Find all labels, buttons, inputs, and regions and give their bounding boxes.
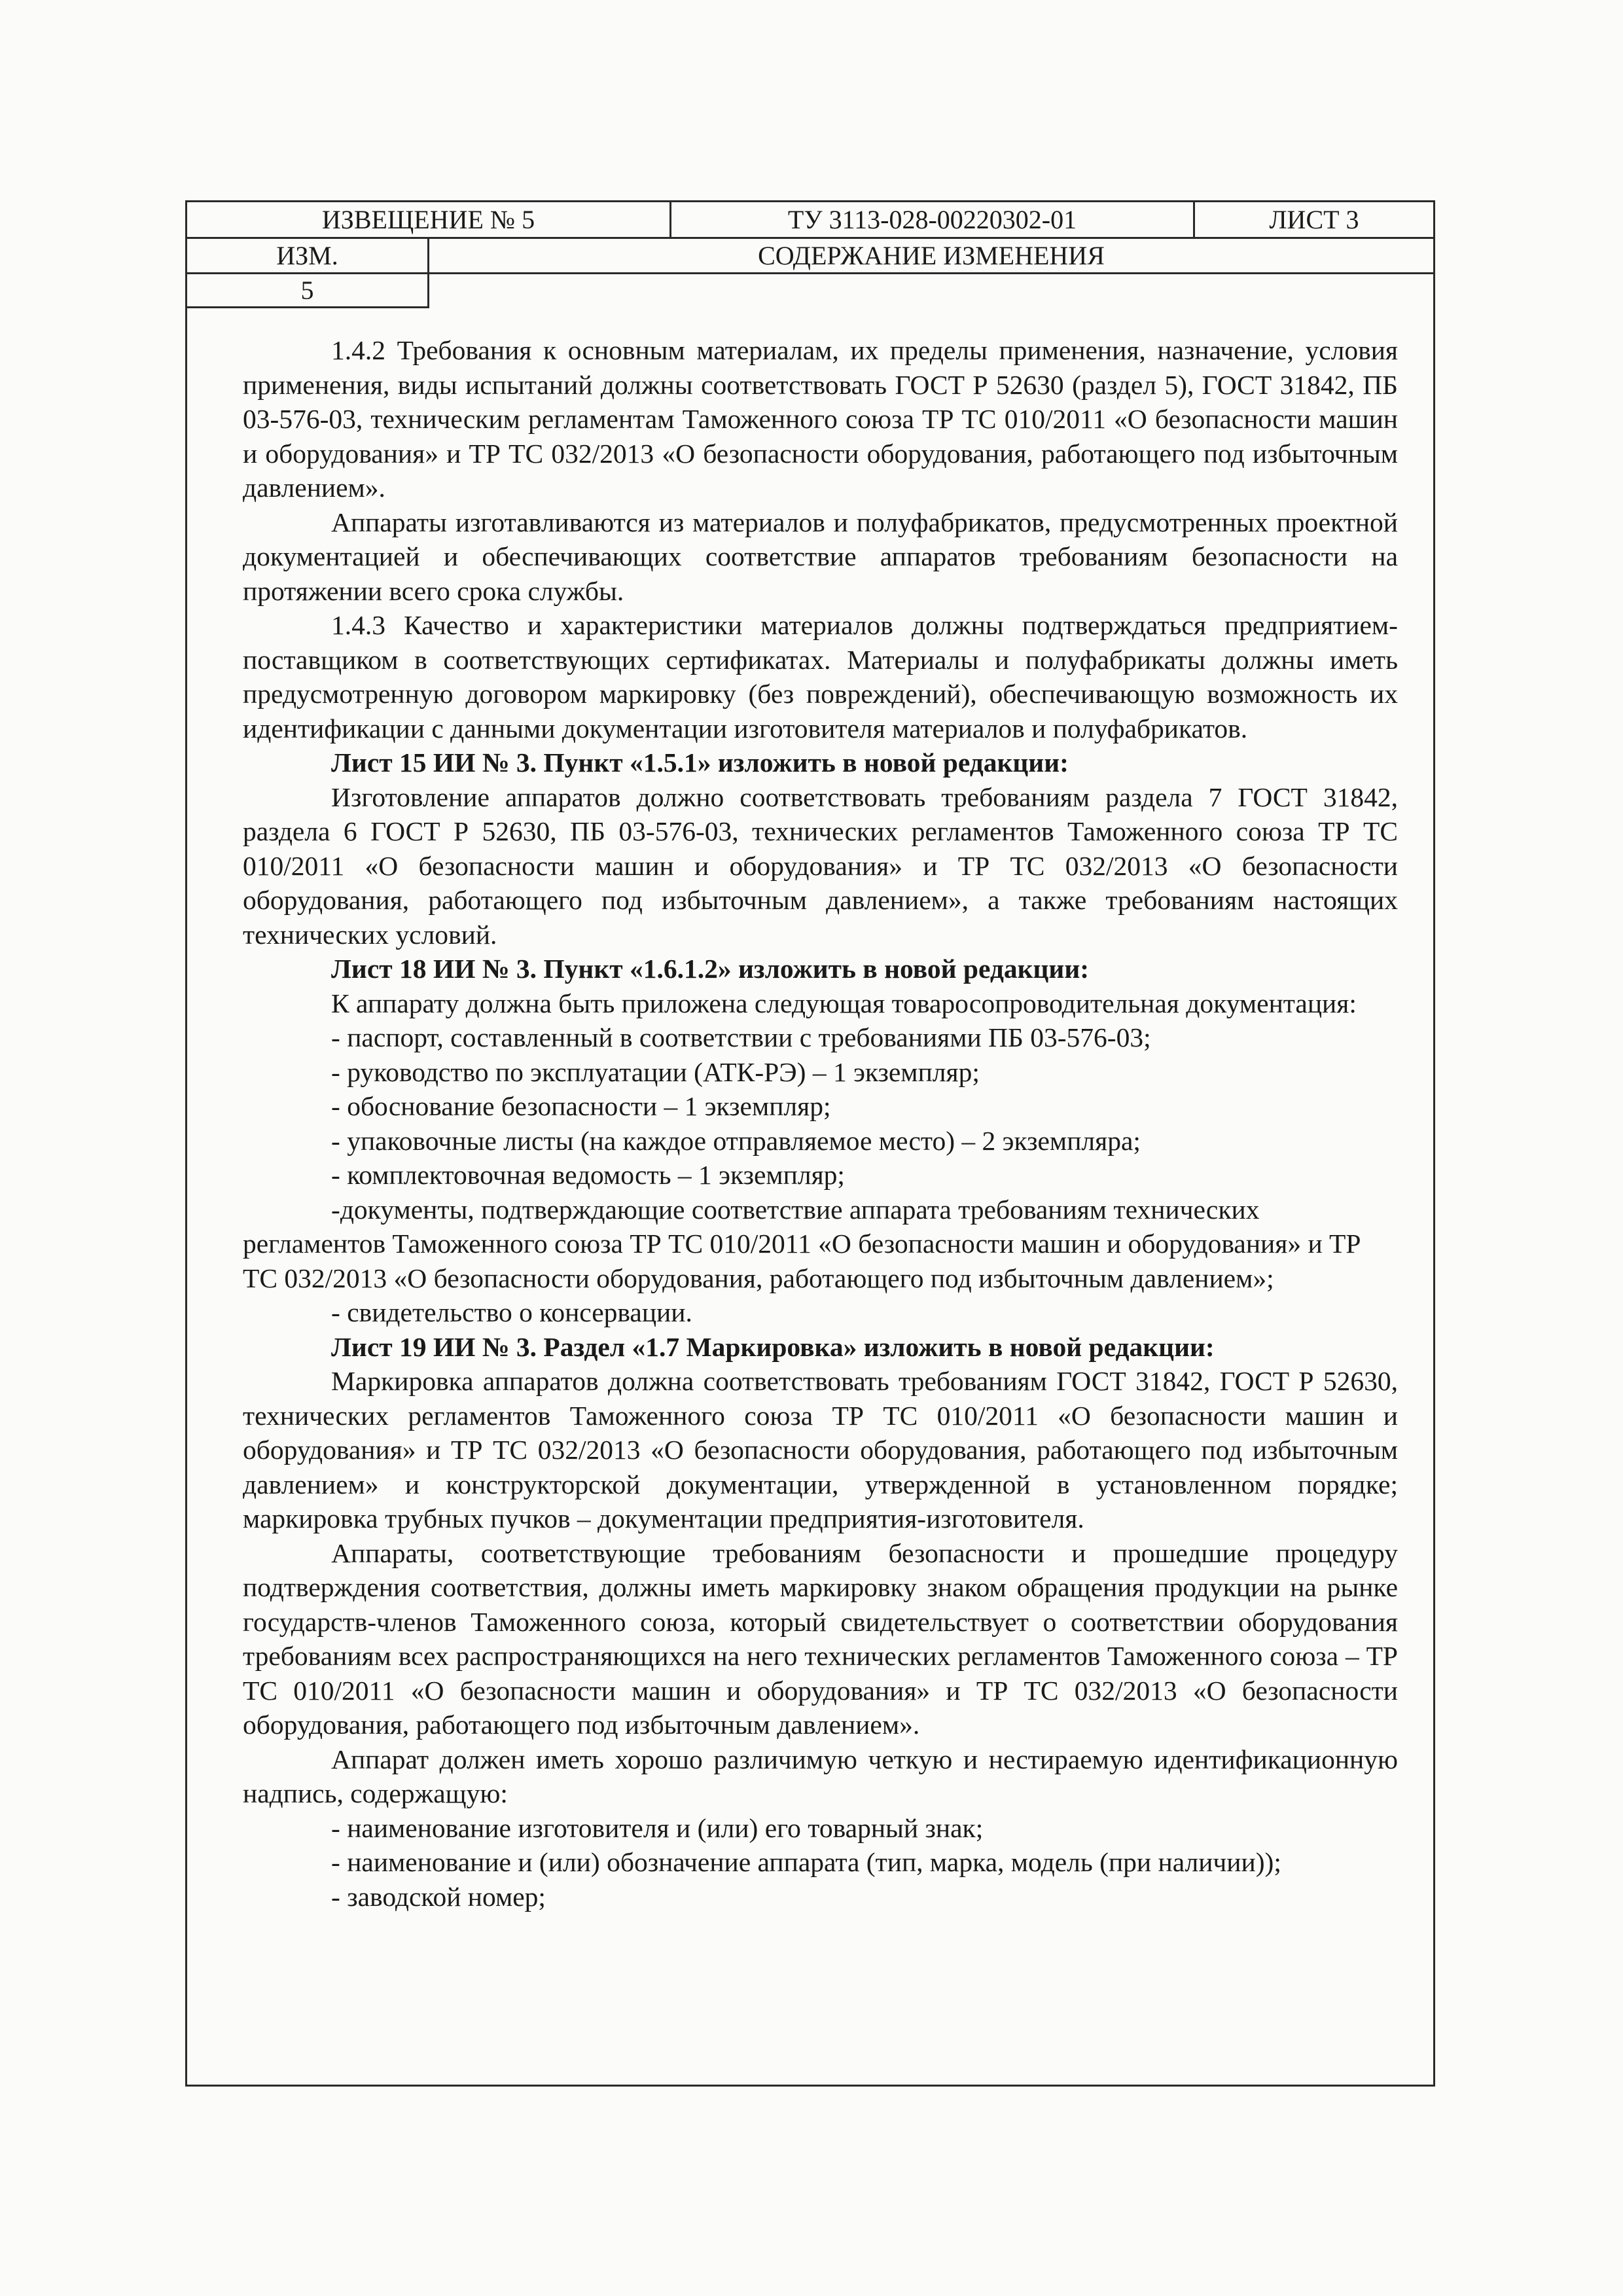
paragraph-identification: Аппарат должен иметь хорошо различимую четкую и нестираемую идентификационную надпись, содержащую: bbox=[243, 1744, 1398, 1808]
list-item: - руководство по эксплуатации (АТК-РЭ) – 1 экземпляр; bbox=[331, 1056, 980, 1087]
heading-sheet-15: Лист 15 ИИ № 3. Пункт «1.5.1» изложить в новой редакции: bbox=[331, 747, 1069, 778]
change-content-label: СОДЕРЖАНИЕ ИЗМЕНЕНИЯ bbox=[758, 240, 1105, 270]
paragraph-marking: Маркировка аппаратов должна соответствовать требованиям ГОСТ 31842, ГОСТ Р 52630, технических регламентов Таможенного союза ТР ТС 010/2011 «О безопасности машин и оборудования» и ТР ТС 032/2013 «О безопасности оборудования, работающего под избыточным давлением» и конструкторской документации, утвержденной в установленном порядке; маркировка трубных пучков – документации предприятия-изготовителя. bbox=[243, 1366, 1398, 1534]
heading-sheet-18: Лист 18 ИИ № 3. Пункт «1.6.1.2» изложить в новой редакции: bbox=[331, 954, 1090, 984]
list-item-documents: -документы, подтверждающие соответствие аппарата требованиям технических регламентов Таможенного союза ТР ТС 010/2011 «О безопасности машин и оборудования» и ТР ТС 032/2013 «О безопасности оборудования, работающего под избыточным давлением»; bbox=[243, 1194, 1361, 1293]
notice-number: ИЗВЕЩЕНИЕ № 5 bbox=[187, 202, 671, 237]
paragraph-1-4-3: 1.4.3 Качество и характеристики материалов должны подтверждаться предприятием-поставщиком в соответствующих сертификатах. Материалы и полуфабрикаты должны иметь предусмотренную договором маркировку (без повреждений), обеспечивающую возможность их идентификации с данными документации изготовителя материалов и полуфабрикатов. bbox=[243, 610, 1398, 744]
revision-number: 5 bbox=[187, 274, 429, 308]
paragraph-1-4-2: 1.4.2 Требования к основным материалам, их пределы применения, назначение, условия применения, виды испытаний должны соответствовать ГОСТ Р 52630 (раздел 5), ГОСТ 31842, ПБ 03-576-03, техническим регламентам Таможенного союза ТР ТС 010/2011 «О безопасности машин и оборудования» и ТР ТС 032/2013 «О безопасности оборудования, работающего под избыточным давлением». bbox=[243, 335, 1398, 503]
list-item: - обоснование безопасности – 1 экземпляр; bbox=[331, 1091, 831, 1121]
paragraph-1-5-1: Изготовление аппаратов должно соответствовать требованиям раздела 7 ГОСТ 31842, раздела 6 ГОСТ Р 52630, ПБ 03-576-03, технических регламентов Таможенного союза ТР ТС 010/2011 «О безопасности машин и оборудования» и ТР ТС 032/2013 «О безопасности оборудования, работающего под избыточным давлением», а также требованиям настоящих технических условий. bbox=[243, 781, 1398, 950]
change-content bbox=[243, 333, 1398, 1914]
heading-sheet-19: Лист 19 ИИ № 3. Раздел «1.7 Маркировка» изложить в новой редакции: bbox=[331, 1331, 1215, 1362]
list-item: - упаковочные листы (на каждое отправляемое место) – 2 экземпляра; bbox=[331, 1125, 1141, 1156]
list-item: - паспорт, составленный в соответствии с требованиями ПБ 03-576-03; bbox=[331, 1022, 1151, 1052]
title-block-row-2 bbox=[187, 239, 1433, 274]
list-item: - наименование и (или) обозначение аппарата (тип, марка, модель (при наличии)); bbox=[331, 1847, 1281, 1877]
list-item: - наименование изготовителя и (или) его товарный знак; bbox=[331, 1812, 984, 1843]
sheet-frame bbox=[185, 200, 1435, 2087]
sheet-number: ЛИСТ 3 bbox=[1269, 204, 1359, 234]
list-item: - заводской номер; bbox=[331, 1881, 546, 1912]
list-item: - комплектовочная ведомость – 1 экземпляр; bbox=[331, 1160, 845, 1190]
paragraph-materials: Аппараты изготавливаются из материалов и полуфабрикатов, предусмотренных проектной документацией и обеспечивающих соответствие аппаратов требованиям безопасности на протяжении всего срока службы. bbox=[243, 507, 1398, 606]
list-item: - свидетельство о консервации. bbox=[331, 1297, 692, 1327]
title-block-row-1 bbox=[187, 202, 1433, 239]
revision-label: ИЗМ. bbox=[187, 239, 429, 272]
paragraph-conformity-mark: Аппараты, соответствующие требованиям безопасности и прошедшие процедуру подтверждения соответствия, должны иметь маркировку знаком обращения продукции на рынке государств-членов Таможенного союза, который свидетельствует о соответствии оборудования требованиям всех распространяющихся на него технических регламентов Таможенного союза – ТР ТС 010/2011 «О безопасности машин и оборудования» и ТР ТС 032/2013 «О безопасности оборудования, работающего под избыточным давлением». bbox=[243, 1537, 1398, 1740]
paragraph-1-6-1-2: К аппарату должна быть приложена следующая товаросопроводительная документация: bbox=[331, 988, 1357, 1018]
document-code: ТУ 3113-028-00220302-01 bbox=[671, 202, 1195, 237]
